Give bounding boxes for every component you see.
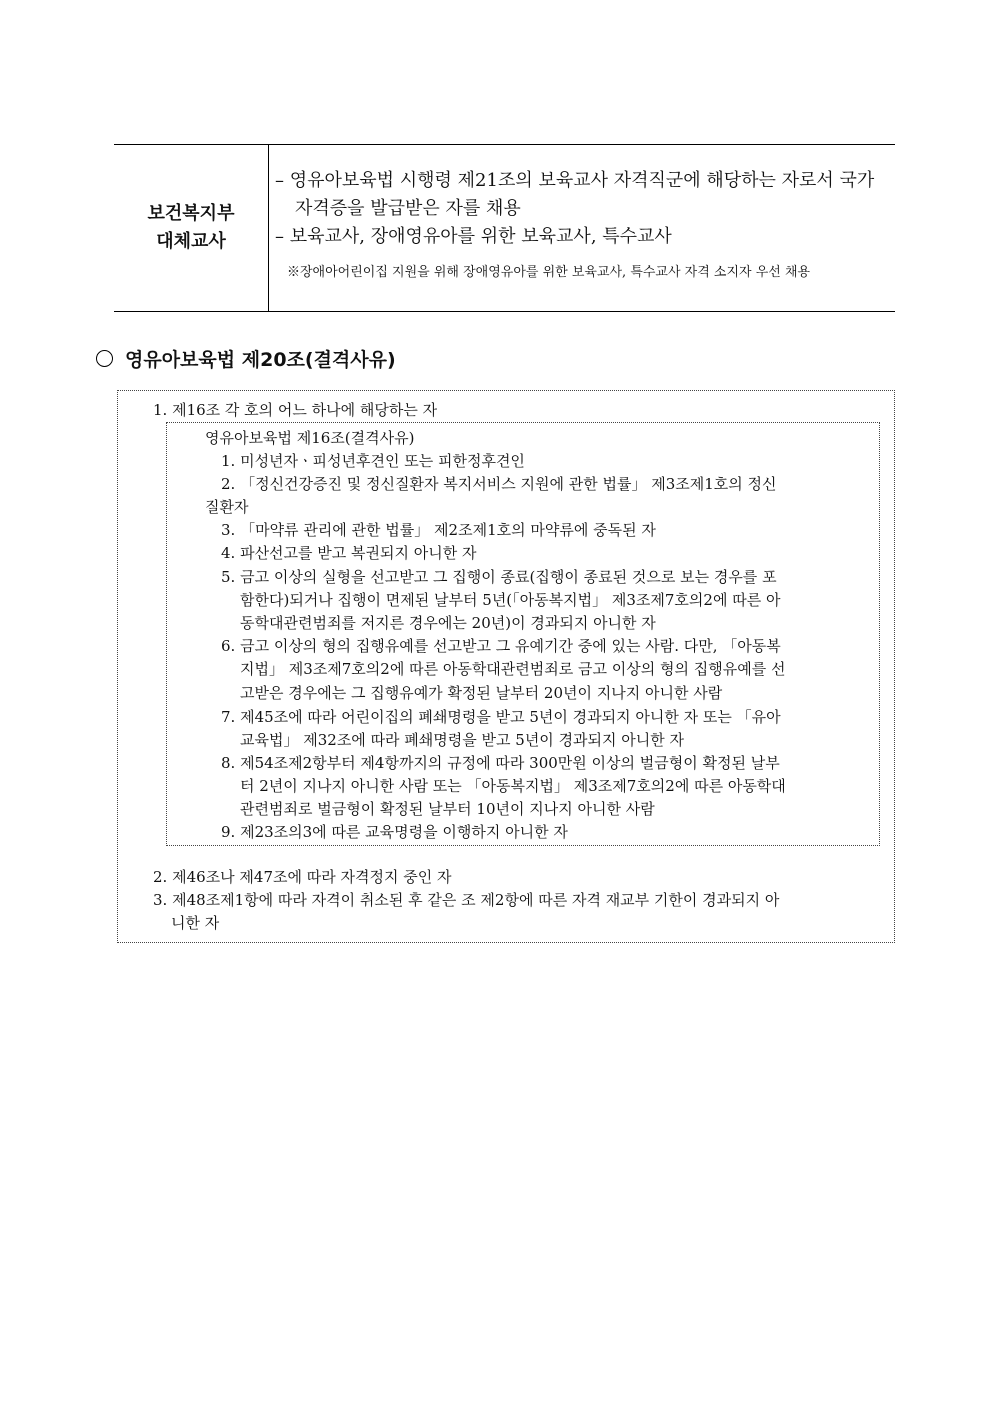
quote-item-5: 5. 금고 이상의 실형을 선고받고 그 집행이 종료(집행이 종료된 것으로 보는 경우를 포: [221, 568, 777, 586]
quote-item-7-cont: 교육법」 제32조에 따라 폐쇄명령을 받고 5년이 경과되지 아니한 자: [240, 731, 685, 749]
requirement-line-2: – 보육교사, 장애영유아를 위한 보육교사, 특수교사: [275, 226, 672, 247]
quote-title: 영유아보육법 제16조(결격사유): [205, 429, 415, 447]
quote-item-2: 2. 「정신건강증진 및 정신질환자 복지서비스 지원에 관한 법률」 제3조제1호의 정신: [221, 475, 777, 493]
quote-item-5-cont2: 동학대관련범죄를 저지른 경우에는 20년)이 경과되지 아니한 자: [240, 614, 656, 632]
quote-item-8-cont1: 터 2년이 지나지 아니한 사람 또는 「아동복지법」 제3조제7호의2에 따른 아동학대: [240, 777, 786, 795]
quote-item-6-cont2: 고받은 경우에는 그 집행유예가 확정된 날부터 20년이 지나지 아니한 사람: [240, 684, 723, 702]
quote-item-2-cont: 질환자: [205, 498, 249, 516]
list-item-1: 1. 제16조 각 호의 어느 하나에 해당하는 자: [153, 401, 438, 419]
section-heading: [96, 345, 396, 372]
quote-item-4: 4. 파산선고를 받고 복권되지 아니한 자: [221, 544, 477, 562]
quote-item-1: 1. 미성년자ㆍ피성년후견인 또는 피한정후견인: [221, 452, 525, 470]
list-item-3-cont: 니한 자: [171, 914, 220, 932]
circle-bullet-icon: [96, 350, 113, 367]
quote-item-3: 3. 「마약류 관리에 관한 법률」 제2조제1호의 마약류에 중독된 자: [221, 521, 656, 539]
requirement-line-1: – 영유아보육법 시행령 제21조의 보육교사 자격직군에 해당하는 자로서 국가: [275, 170, 875, 191]
requirement-line-1-cont: 자격증을 발급받은 자를 채용: [295, 198, 521, 219]
quote-item-7: 7. 제45조에 따라 어린이집의 폐쇄명령을 받고 5년이 경과되지 아니한 자 또는 「유아: [221, 708, 781, 726]
table-row-header: [114, 145, 269, 311]
priority-note: ※장애아어린이집 지원을 위해 장애영유아를 위한 보육교사, 특수교사 자격 소지자 우선 채용: [287, 265, 811, 280]
quote-item-8: 8. 제54조제2항부터 제4항까지의 규정에 따라 300만원 이상의 벌금형이 확정된 날부: [221, 754, 780, 772]
quote-item-6: 6. 금고 이상의 형의 집행유예를 선고받고 그 유예기간 중에 있는 사람. 다만, 「아동복: [221, 637, 781, 655]
quote-item-9: 9. 제23조의3에 따른 교육명령을 이행하지 아니한 자: [221, 823, 568, 841]
list-item-3: 3. 제48조제1항에 따라 자격이 취소된 후 같은 조 제2항에 따른 자격 재교부 기한이 경과되지 아: [153, 891, 780, 909]
header-line-2: 대체교사: [156, 231, 226, 252]
list-item-2: 2. 제46조나 제47조에 따라 자격정지 중인 자: [153, 868, 452, 886]
quote-item-6-cont1: 지법」 제3조제7호의2에 따른 아동학대관련범죄로 금고 이상의 형의 집행유예를 선: [240, 660, 786, 678]
replacement-teacher-table: [114, 144, 895, 312]
table-row-content: [269, 145, 895, 311]
quote-item-5-cont1: 함한다)되거나 집행이 면제된 날부터 5년(「아동복지법」 제3조제7호의2에 따른 아: [240, 591, 781, 609]
header-line-1: 보건복지부: [147, 203, 235, 224]
section-heading-text: 영유아보육법 제20조(결격사유): [125, 349, 396, 371]
quote-item-8-cont2: 관련범죄로 벌금형이 확정된 날부터 10년이 지나지 아니한 사람: [240, 800, 655, 818]
